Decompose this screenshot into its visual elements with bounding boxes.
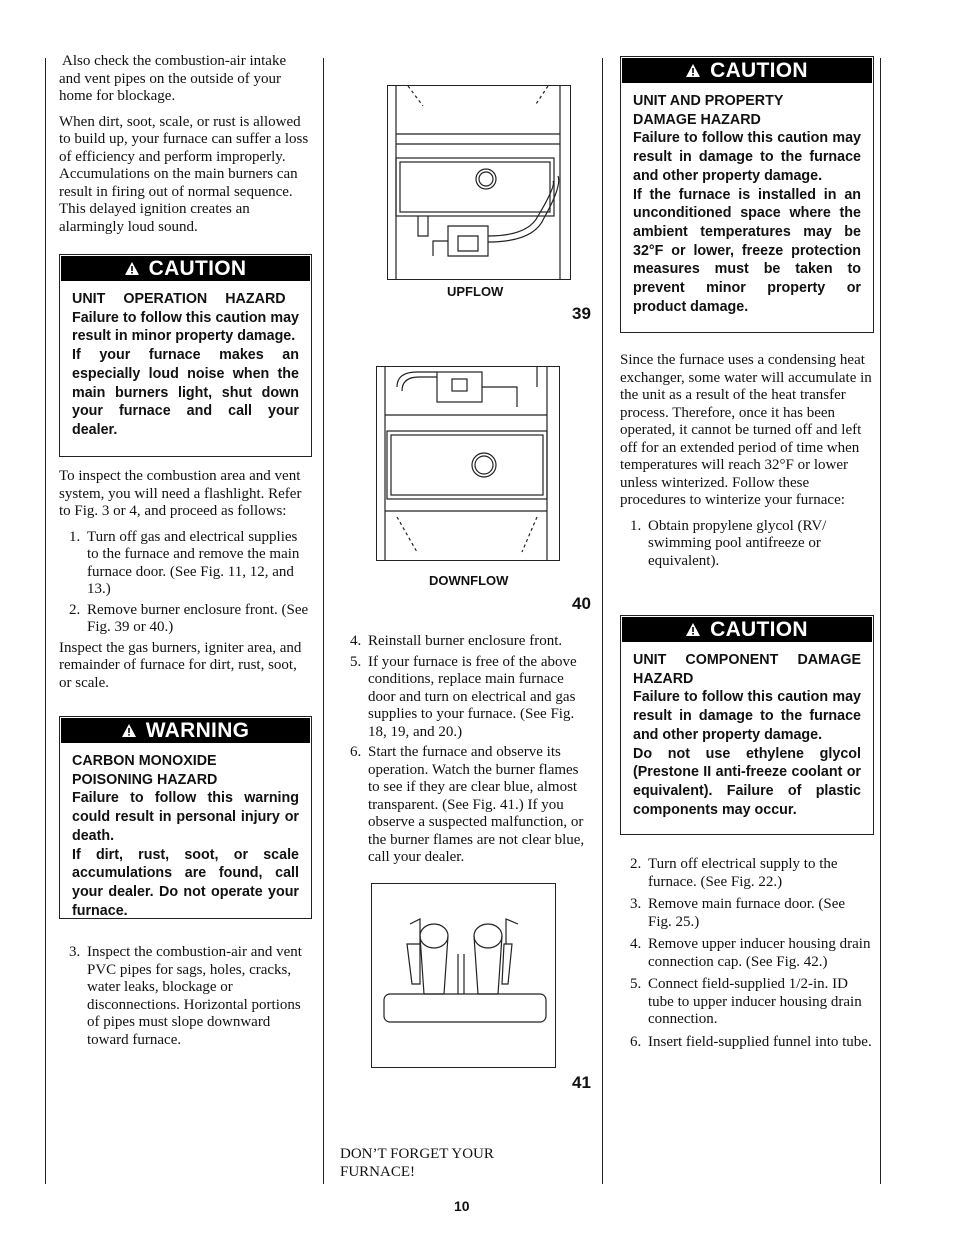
caution-hazard: UNIT COMPONENT DAMAGE HAZARD [633, 652, 861, 687]
caution-title: CAUTION [148, 257, 247, 280]
caution-text-2: If your furnace makes an especially loud noise when the main burners light, shut down your furnace and call your dealer. [72, 347, 299, 438]
figure-39-upflow [387, 85, 571, 280]
footer-reminder: DON’T FORGET YOUR FURNACE! [340, 1146, 494, 1180]
warning-title: WARNING [145, 719, 250, 742]
warning-body [60, 744, 311, 928]
list-item: 3. Remove main furnace door. (See Fig. 25.) [630, 896, 846, 930]
paragraph-inspect-combustion: To inspect the combustion area and vent system, you will need a flashlight. Refer to Fig. 3 or 4, and proceed as follows: [59, 468, 302, 519]
column-1 [59, 53, 311, 244]
warning-box-carbon-monoxide [59, 716, 312, 919]
paragraph-dirt-buildup: When dirt, soot, scale, or rust is allowed to build up, your furnace can suffer a loss of efficiency and perform improperly. Accumulations on the main burners can result in firing out of normal sequence. This delayed ignition creates an alarmingly loud sound. [59, 113, 309, 235]
caution-body [621, 84, 873, 324]
column-rule-left [45, 58, 46, 1184]
column-1-bottom [59, 944, 311, 1052]
caution-body [60, 282, 311, 448]
caution-hazard: UNIT OPERATION HAZARD [72, 291, 286, 307]
burner-flames-illustration [372, 884, 555, 1067]
caution-title: CAUTION [710, 618, 808, 641]
figure-40-label: DOWNFLOW [429, 573, 509, 588]
page-number: 10 [454, 1198, 470, 1214]
column-3-bottom [620, 856, 872, 1056]
caution-box-unit-operation [59, 254, 312, 457]
list-item: 6. Insert field-supplied funnel into tube. [630, 1033, 872, 1050]
figure-40-downflow [376, 366, 560, 561]
caution-text-1: Failure to follow this caution may result in damage to the furnace and other property damage. [633, 689, 861, 743]
caution-header [61, 256, 310, 281]
caution-header [622, 58, 872, 83]
warning-triangle-icon [686, 623, 700, 636]
warning-triangle-icon [125, 262, 139, 275]
list-item: 1. Turn off gas and electrical supplies to the furnace and remove the main furnace door. (See Fig. 11, 12, and 13.) [69, 528, 300, 597]
warning-header [61, 718, 310, 743]
paragraph-inspect-burners: Inspect the gas burners, igniter area, and remainder of furnace for dirt, rust, soot, or scale. [59, 639, 302, 691]
caution-body [621, 643, 873, 827]
figure-39-label: UPFLOW [447, 284, 504, 299]
figure-40-number: 40 [572, 594, 591, 613]
list-item: 3. Inspect the combustion-air and vent PVC pipes for sags, holes, cracks, water leaks, blockage or disconnections. Horizontal portions of pipes must slope downward toward furnace. [69, 944, 302, 1048]
caution-text-2: Do not use ethylene glycol (Prestone II anti-freeze coolant or equivalent). Failure of plastic components may occur. [633, 745, 861, 818]
list-item: 2. Remove burner enclosure front. (See Fig. 39 or 40.) [69, 601, 309, 635]
column-rule-right [880, 58, 881, 1184]
paragraph-winterize: Since the furnace uses a condensing heat exchanger, some water will accumulate in the unit as a result of the heat transfer process. Therefore, once it has been operated, it cannot be turned off and left off for an extended period of time when temperatures will reach 32°F or lower unless winterized. Follow these procedures to winterize your furnace: [620, 352, 872, 508]
warning-hazard: CARBON MONOXIDE POISONING HAZARD [72, 753, 218, 788]
column-1-mid [59, 468, 311, 700]
steps-list-5 [620, 856, 872, 1051]
caution-title: CAUTION [710, 59, 808, 82]
steps-list-2 [59, 944, 311, 1049]
list-item: 4. Remove upper inducer housing drain connection cap. (See Fig. 42.) [630, 936, 871, 970]
column-3-mid [620, 352, 872, 573]
warning-text-1: Failure to follow this warning could result in personal injury or death. [72, 790, 299, 844]
warning-triangle-icon [122, 724, 136, 737]
list-item: 2. Turn off electrical supply to the furnace. (See Fig. 22.) [630, 856, 838, 890]
furnace-downflow-illustration [377, 367, 559, 560]
caution-header [622, 617, 872, 642]
steps-list-3 [340, 633, 592, 867]
list-item: 6. Start the furnace and observe its operation. Watch the burner flames to see if they are clear blue, almost transparent. (See Fig. 41.) If you observe a suspected malfunction, or the burner flames are not clear blue, call your dealer. [350, 744, 585, 865]
caution-hazard: UNIT AND PROPERTY DAMAGE HAZARD [633, 93, 784, 128]
list-item: 5. Connect field-supplied 1/2-in. ID tube to upper inducer housing drain connection. [630, 976, 862, 1027]
figure-41-burner-flames [371, 883, 556, 1068]
column-2-footer [340, 1146, 540, 1189]
column-rule-center-right [602, 58, 603, 1184]
caution-text-1: Failure to follow this caution may result in damage to the furnace and other property damage. [633, 130, 861, 184]
steps-list-1 [59, 529, 311, 637]
caution-text-1: Failure to follow this caution may result in minor property damage. [72, 309, 299, 345]
figure-39-number: 39 [572, 304, 591, 323]
warning-triangle-icon [686, 64, 700, 77]
furnace-upflow-illustration [388, 86, 570, 279]
paragraph-check-intake: Also check the combustion-air intake and vent pipes on the outside of your home for blockage. [59, 53, 287, 104]
list-item: 1. Obtain propylene glycol (RV/ swimming pool antifreeze or equivalent). [630, 517, 827, 569]
caution-box-unit-property [620, 56, 874, 333]
list-item: 4. Reinstall burner enclosure front. [350, 633, 563, 649]
list-item: 5. If your furnace is free of the above conditions, replace main furnace door and turn on electrical and gas supplies to your furnace. (See Fig. 18, 19, and 20.) [350, 653, 577, 740]
figure-41-number: 41 [572, 1073, 591, 1092]
caution-box-unit-component [620, 615, 874, 835]
caution-text-2: If the furnace is installed in an unconditioned space where the ambient temperatures may be 32°F or lower, freeze protection measures must be taken to prevent minor property or product damage. [633, 186, 861, 315]
steps-list-4 [620, 518, 872, 571]
warning-text-2: If dirt, rust, soot, or scale accumulations are found, call your dealer. Do not operate your furnace. [72, 846, 299, 919]
column-2-steps [340, 633, 592, 870]
column-rule-center-left [323, 58, 324, 1184]
